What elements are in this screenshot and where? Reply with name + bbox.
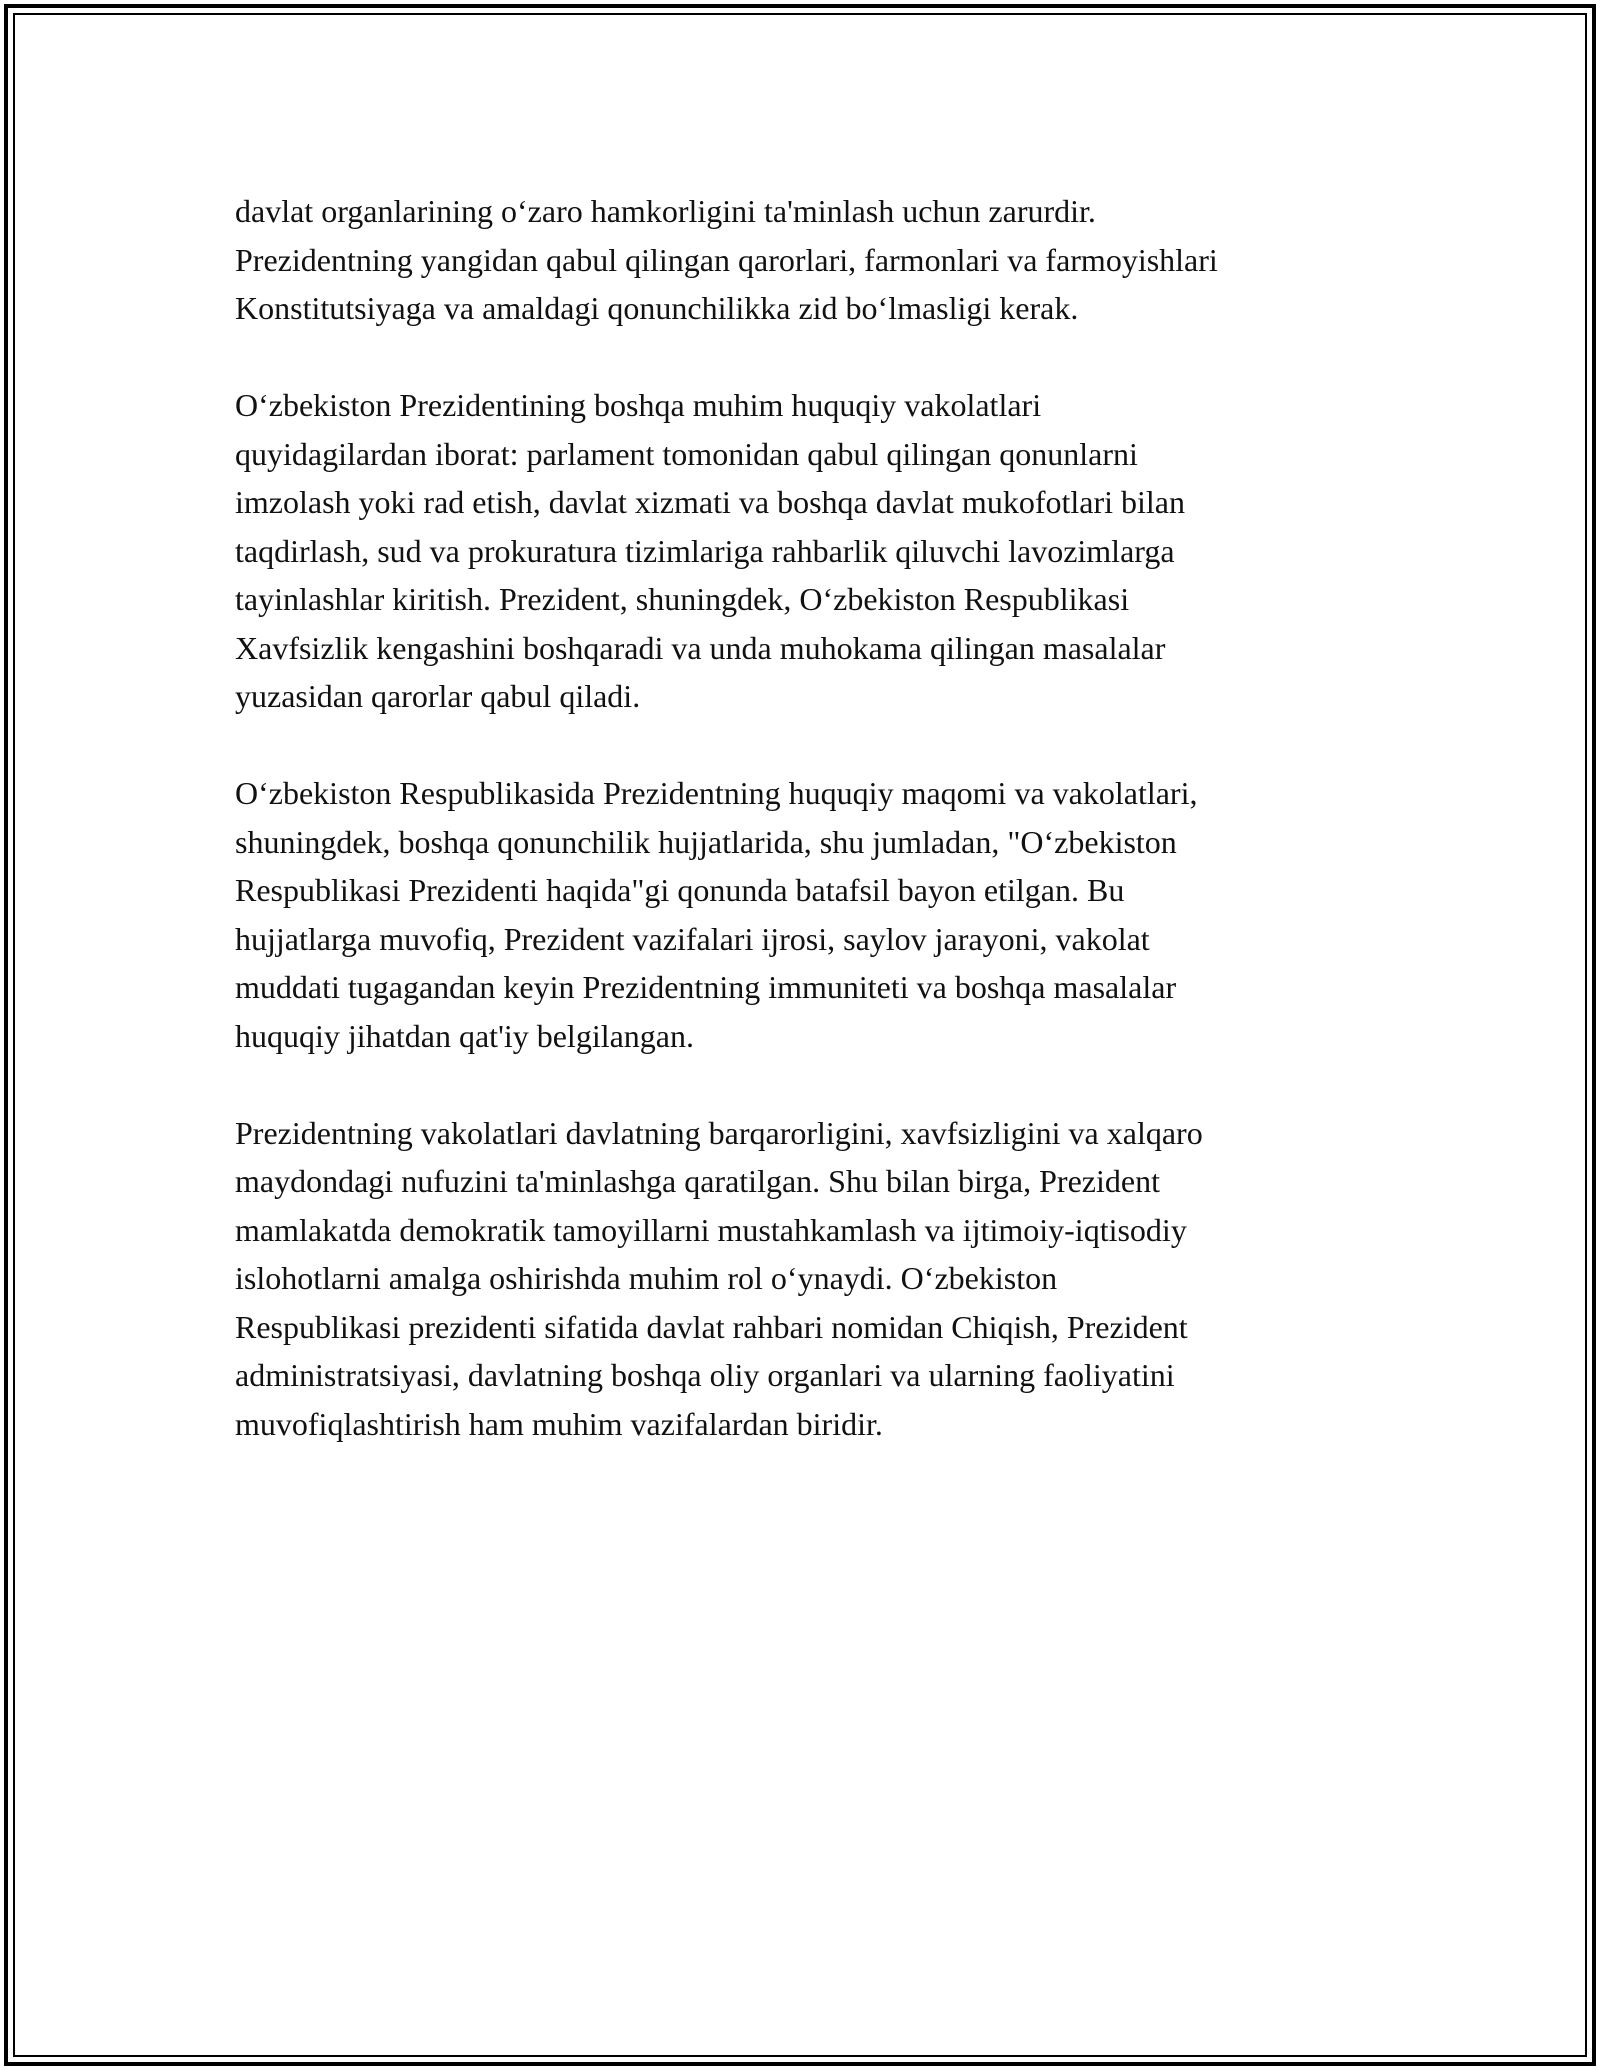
text-line: quyidagilardan iborat: parlament tomonidan qabul qilingan qonunlarni [235, 435, 1138, 472]
text-line: maydondagi nufuzini ta'minlashga qaratilgan. Shu bilan birga, Prezident [235, 1163, 1160, 1199]
text-line: Konstitutsiyaga va amaldagi qonunchilikka zid bo‘lmasligi kerak. [235, 290, 1079, 326]
paragraph-gap [235, 721, 1405, 770]
paragraph [235, 187, 1405, 333]
text-line: muddati tugagandan keyin Prezidentning immuniteti va boshqa masalalar [235, 969, 1177, 1005]
text-line: davlat organlarining o‘zaro hamkorligini ta'minlash uchun zarurdir. [235, 193, 1096, 229]
text-line: Prezidentning vakolatlari davlatning barqarorligini, xavfsizligini va xalqaro [235, 1114, 1203, 1151]
paragraph-gap [235, 1060, 1405, 1109]
text-line: yuzasidan qarorlar qabul qiladi. [235, 678, 641, 714]
text-line: O‘zbekiston Respublikasida Prezidentning huquqiy maqomi va vakolatlari, [235, 775, 1198, 811]
text-line: shuningdek, boshqa qonunchilik hujjatlarida, shu jumladan, "O‘zbekiston [235, 823, 1177, 860]
document-body [235, 187, 1405, 1448]
text-line: Respublikasi Prezidenti haqida"gi qonunda batafsil bayon etilgan. Bu [235, 872, 1125, 908]
paragraph [235, 769, 1405, 1060]
text-line: islohotlarni amalga oshirishda muhim rol o‘ynaydi. O‘zbekiston [235, 1260, 1058, 1296]
text-line: Prezidentning yangidan qabul qilingan qarorlari, farmonlari va farmoyishlari [235, 241, 1218, 278]
paragraph [235, 1109, 1405, 1449]
text-line: muvofiqlashtirish ham muhim vazifalardan biridir. [235, 1405, 883, 1442]
text-line: administratsiyasi, davlatning boshqa oliy organlari va ularning faoliyatini [235, 1357, 1175, 1393]
text-line: hujjatlarga muvofiq, Prezident vazifalari ijrosi, saylov jarayoni, vakolat [235, 920, 1150, 957]
text-line: O‘zbekiston Prezidentining boshqa muhim huquqiy vakolatlari [235, 387, 1042, 423]
text-line: taqdirlash, sud va prokuratura tizimlariga rahbarlik qiluvchi lavozimlarga [235, 532, 1175, 569]
paragraph-gap [235, 333, 1405, 382]
text-line: tayinlashlar kiritish. Prezident, shuningdek, O‘zbekiston Respublikasi [235, 581, 1130, 617]
text-line: Respublikasi prezidenti sifatida davlat rahbari nomidan Chiqish, Prezident [235, 1308, 1188, 1345]
paragraph [235, 381, 1405, 721]
text-line: huquqiy jihatdan qat'iy belgilangan. [235, 1017, 694, 1054]
text-line: imzolash yoki rad etish, davlat xizmati va boshqa davlat mukofotlari bilan [235, 484, 1185, 520]
text-line: Xavfsizlik kengashini boshqaradi va unda muhokama qilingan masalalar [235, 629, 1166, 666]
text-line: mamlakatda demokratik tamoyillarni mustahkamlash va ijtimoiy-iqtisodiy [235, 1211, 1187, 1248]
